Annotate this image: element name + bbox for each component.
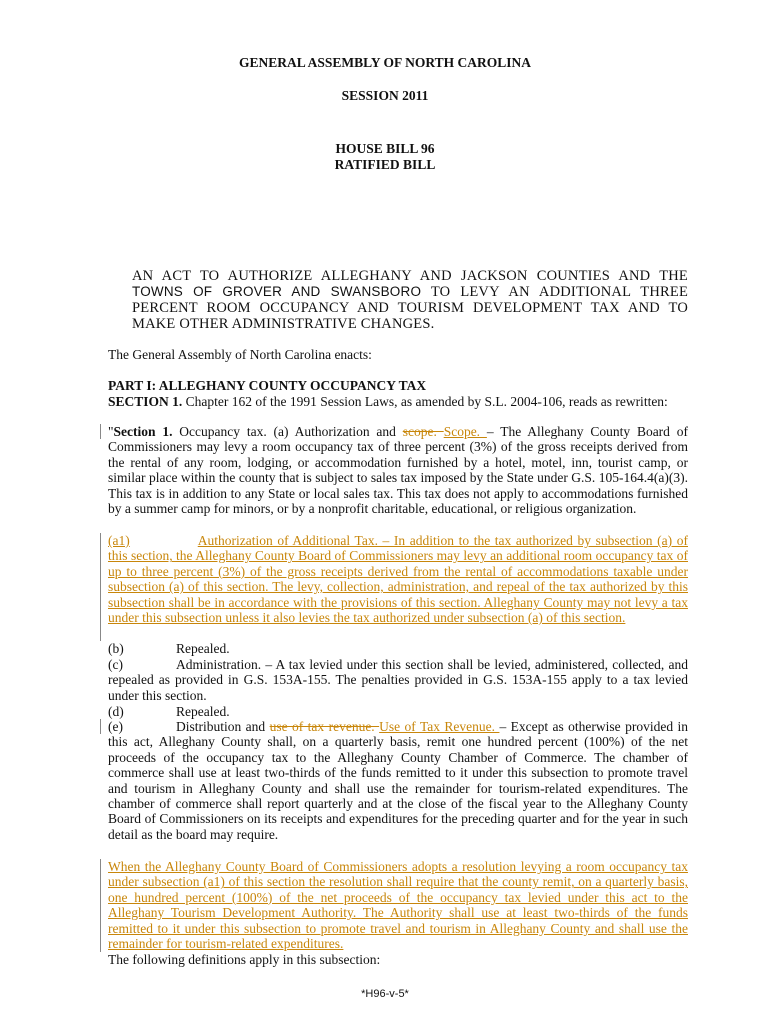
subsection-e-inserted: When the Alleghany County Board of Commissioners adopts a resolution levying a room occupancy tax under subsection (a1) of this section the resolution shall require that the county remit, on a quarterly basis, one hundred percent (100%) of the net proceeds of the occupancy tax levied under this act to the Alleghany Tourism Development Authority. The Authority shall use at least two-thirds of the funds remitted to it under this subsection to promote travel and tourism in Alleghany County and shall use the remainder for tourism-related expenditures.: [108, 859, 688, 952]
subsection-a1: (a1) Authorization of Additional Tax. – In addition to the tax authorized by subsection (a) of this section, the Alleghany County Board of Commissioners may levy an additional room occupancy tax of up to three percent (3%) of the gross receipts derived from the rental of accommodations taxable under subsection (a) of this section. The levy, collection, administration, and repeal of the tax authorized by this subsection shall be in accordance with the provisions of this section. Alleghany County may not levy a tax under this subsection unless it also levies the tax authorized under subsection (a) of this section.: [108, 533, 688, 626]
act-title-towns: TOWNS OF GROVER AND SWANSBORO: [132, 284, 422, 299]
subsection-e: (e) Distribution and use of tax revenue. Use of Tax Revenue. – Except as otherwise provided in this act, Alleghany County shall, on a quarterly basis, remit one hundred percent (100%) of the net proceeds of the occupancy tax to the Alleghany County Chamber of Commerce. The chamber of commerce shall use at least two-thirds of the funds remitted to it under this subsection to promote travel and tourism in Alleghany County and shall use the remainder for tourism-related expenditures. The chamber of commerce shall report quarterly and at the close of the fiscal year to the Alleghany County Board of Commissioners on its receipts and expenditures for the preceding quarter and for the year in such detail as the board may require.: [108, 719, 688, 842]
subsection-a: "Section 1. Occupancy tax. (a) Authorization and scope. Scope. – The Alleghany County Board of Commissioners may levy a room occupancy tax of three percent (3%) of the gross receipts derived from the rental of any room, lodging, or accommodation furnished by a hotel, motel, inn, tourist camp, or similar place within the county that is subject to sales tax imposed by the State under G.S. 105-164.4(a)(3). This tax is in addition to any State or local sales tax. This tax does not apply to accommodations furnished by a summer camp for minors, or by a nonprofit charitable, educational, or religious organization.: [108, 424, 689, 517]
section-label: SECTION 1.: [108, 394, 183, 409]
act-title-line: AN ACT TO AUTHORIZE ALLEGHANY AND JACKSON COUNTIES AND THE: [132, 268, 688, 284]
change-bar: [100, 533, 101, 641]
act-title-line: [132, 284, 688, 300]
act-title: [132, 268, 688, 332]
session-heading: SESSION 2011: [341, 88, 429, 103]
bill-type: RATIFIED BILL: [334, 157, 436, 172]
page-footer: *H96-v-5*: [361, 988, 409, 1000]
change-bar: [100, 719, 101, 734]
act-title-line: PERCENT ROOM OCCUPANCY AND TOURISM DEVELOPMENT TAX AND TO: [132, 300, 688, 316]
subsection-b: (b) Repealed.: [108, 641, 230, 656]
subsection-c: (c) Administration. – A tax levied under this section shall be levied, administered, collected, and repealed as provided in G.S. 153A-155. The penalties provided in G.S. 153A-155 apply to a tax levied under this section.: [108, 657, 688, 703]
act-title-line-rest: TO LEVY AN ADDITIONAL THREE: [421, 284, 689, 300]
inserted-text: Use of Tax Revenue.: [379, 719, 500, 734]
deleted-text: use of tax revenue.: [269, 719, 380, 734]
enacting-clause: The General Assembly of North Carolina enacts:: [108, 347, 372, 362]
part-heading: PART I: ALLEGHANY COUNTY OCCUPANCY TAX: [108, 378, 427, 393]
act-title-line: MAKE OTHER ADMINISTRATIVE CHANGES.: [132, 316, 435, 332]
definitions-intro: The following definitions apply in this subsection:: [108, 952, 381, 967]
change-bar: [100, 859, 101, 952]
change-bar: [100, 424, 101, 439]
bill-number: HOUSE BILL 96: [335, 141, 435, 156]
subsection-d: (d) Repealed.: [108, 704, 230, 719]
deleted-text: scope.: [402, 424, 444, 439]
assembly-heading: GENERAL ASSEMBLY OF NORTH CAROLINA: [238, 55, 532, 70]
inserted-text: Scope.: [443, 424, 487, 439]
section-1-intro: SECTION 1. Chapter 162 of the 1991 Session Laws, as amended by S.L. 2004-106, reads as rewritten:: [108, 394, 668, 409]
